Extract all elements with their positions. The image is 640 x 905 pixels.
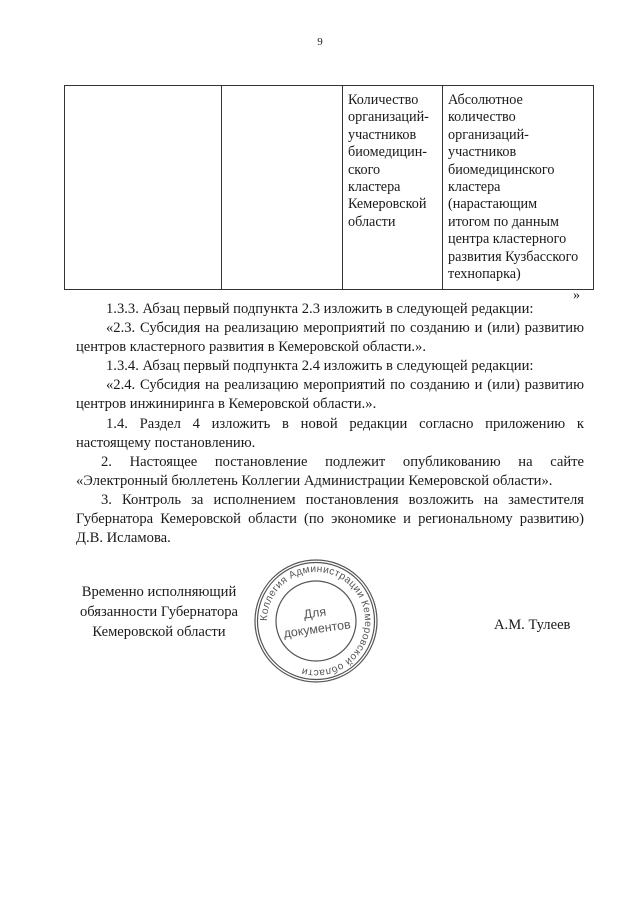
page-number: 9 [317,36,323,48]
paragraph-2: 2. Настоящее постановление подлежит опубликованию на сайте «Электронный бюллетень Коллегии Администрации Кемеровской области». [76,453,584,489]
paragraph-2-4-quote: «2.4. Субсидия на реализацию мероприятий по созданию и (или) развитию центров инжиниринга в Кемеровской области.». [76,377,584,413]
table-cell [222,86,343,290]
indicator-description-cell [443,86,594,290]
seal-center-text: документов [282,617,352,641]
indicator-name-cell [343,86,443,290]
signer-name: А.М. Тулеев [494,617,571,633]
seal-ring-text: Коллегия Администрации Кемеровской области [258,563,374,679]
indicator-name: Количество организаций- участников биомедицин- ского кластера Кемеровской области [348,92,429,230]
paragraph-3: 3. Контроль за исполнением постановления возложить на заместителя Губернатора Кемеровской области (по экономике и региональному развитию) Д.В. Исламова. [76,491,584,547]
signer-title-line: Временно исполняющий [81,584,237,600]
closing-quote: » [573,288,580,303]
paragraph-1-3-3: 1.3.3. Абзац первый подпункта 2.3 изложить в следующей редакции: [106,301,534,317]
table-cell [65,86,222,290]
signer-title-line: Кемеровской области [92,624,226,640]
paragraph-2-3-quote: «2.3. Субсидия на реализацию мероприятий по созданию и (или) развитию центров кластерного развития в Кемеровской области.». [76,320,584,356]
seal-stamp [252,557,380,685]
signer-title-line: обязанности Губернатора [79,604,239,620]
seal-center-text: Для [302,604,328,622]
document-body [76,300,584,548]
paragraph-1-3-4: 1.3.4. Абзац первый подпункта 2.4 изложить в следующей редакции: [106,358,534,375]
signer-title [74,582,244,642]
indicator-description: Абсолютное количество организаций- участников биомедицинского кластера (нарастающим итогом по данным центра кластерного развития Кузбасского технопарка) [448,92,579,283]
paragraph-1-4: 1.4. Раздел 4 изложить в новой редакции согласно приложению к настоящему постановлению. [76,415,584,451]
table-row [65,86,594,290]
indicator-table [64,85,594,290]
